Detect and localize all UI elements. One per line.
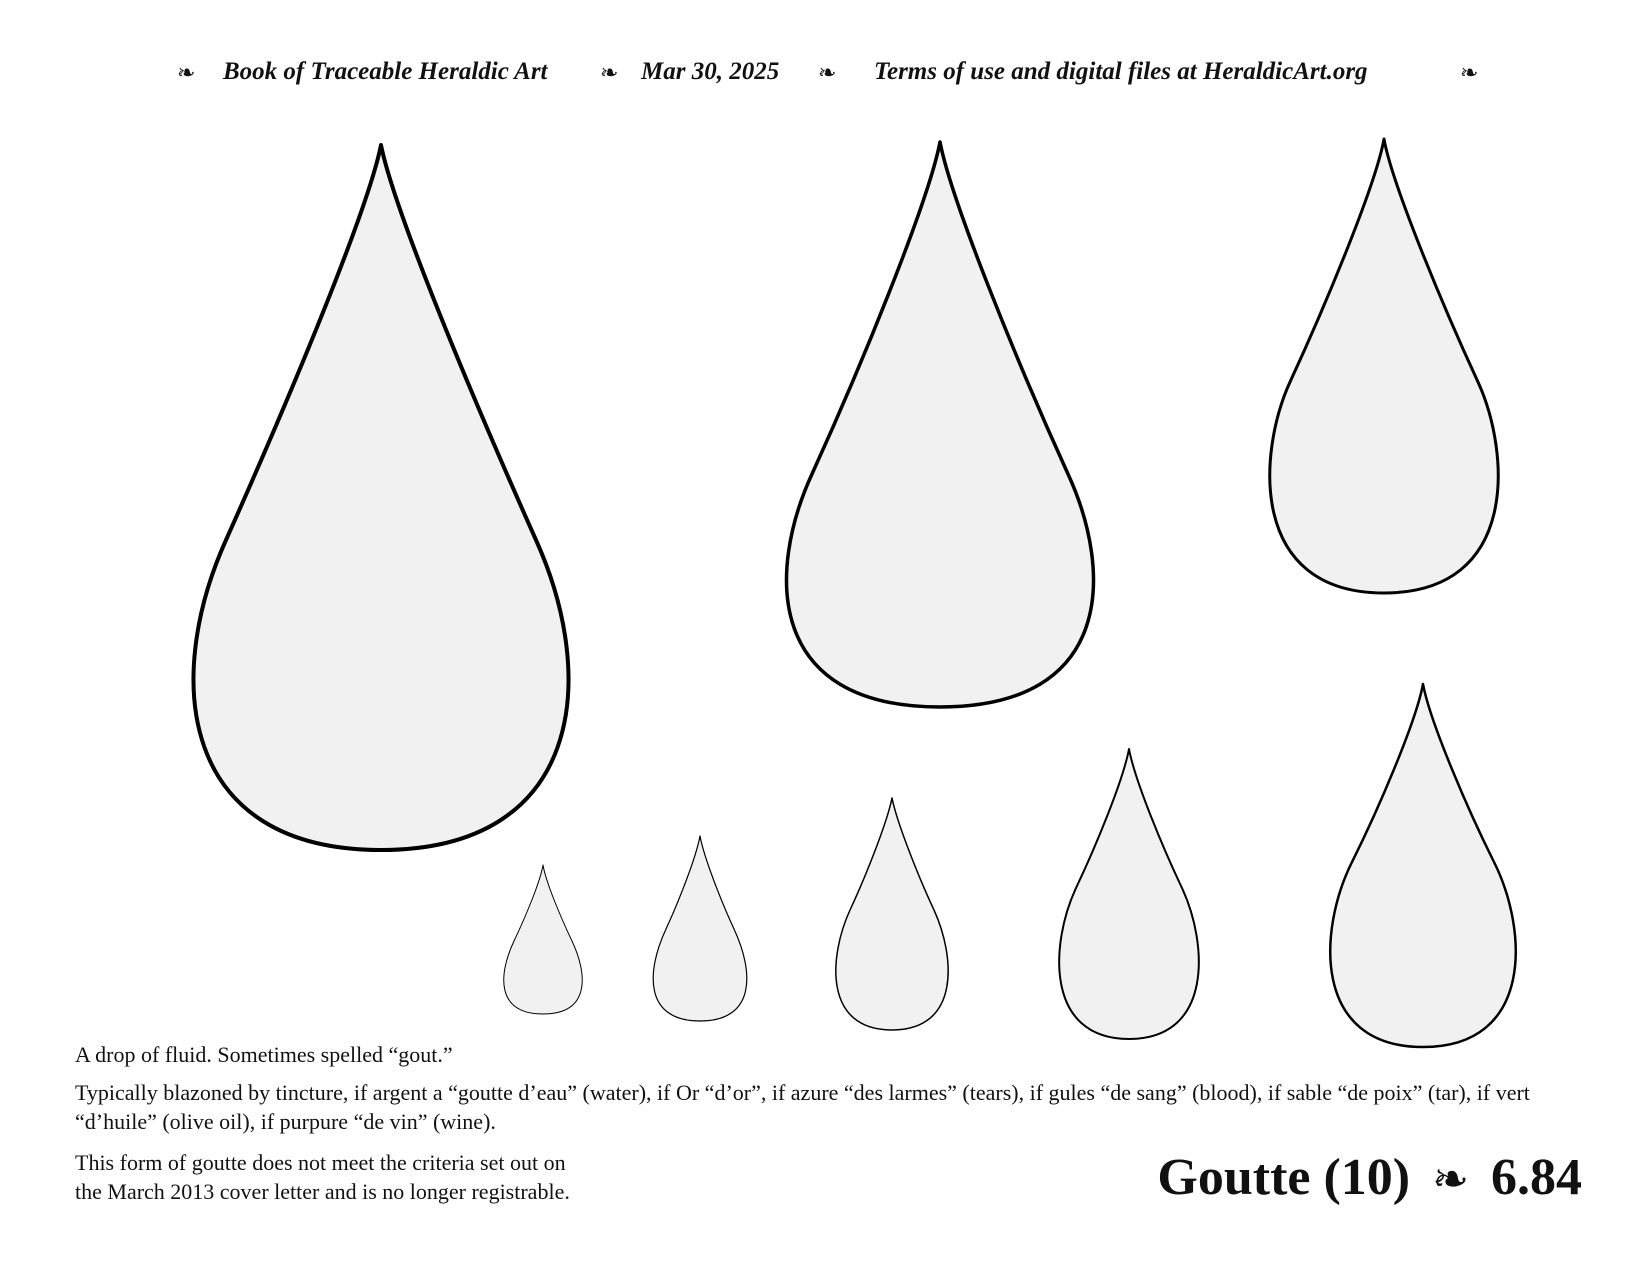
goutte-drop-2: [787, 142, 1094, 707]
goutte-drop-5: [1059, 749, 1199, 1039]
goutte-drop-4: [1330, 684, 1515, 1047]
ornament-icon: ❧: [177, 60, 196, 85]
goutte-drop-6: [836, 798, 948, 1030]
ornament-icon: ❧: [1432, 1155, 1469, 1204]
note-line: This form of goutte does not meet the criteria set out on: [75, 1150, 566, 1175]
goutte-drop-8: [504, 865, 583, 1014]
description-line: A drop of fluid. Sometimes spelled “gout.”: [75, 1042, 453, 1067]
registrability-note: [75, 1148, 695, 1206]
plate-number: 6.84: [1491, 1149, 1582, 1206]
charge-name: Goutte (10): [1157, 1149, 1411, 1206]
plate-title: [1157, 1148, 1582, 1207]
book-title: Book of Traceable Heraldic Art: [223, 58, 548, 85]
goutte-drop-1: [193, 145, 568, 850]
goutte-drop-3: [1270, 139, 1498, 593]
terms-link[interactable]: Terms of use and digital files at HeraldicArt.org: [874, 58, 1368, 85]
ornament-icon: ❧: [818, 60, 837, 85]
ornament-icon: ❧: [600, 60, 619, 85]
header-date: Mar 30, 2025: [641, 58, 780, 85]
goutte-large: [193, 145, 568, 850]
ornament-icon: ❧: [1460, 60, 1479, 85]
note-line: the March 2013 cover letter and is no longer registrable.: [75, 1179, 570, 1204]
description-blazon: Typically blazoned by tincture, if argent a “goutte d’eau” (water), if Or “d’or”, if azure “des larmes” (tears), if gules “de sang” (blood), if sable “de poix” (tar), if vert “d’huile” (olive oil), if purpure “de vin” (wine).: [75, 1080, 1530, 1134]
goutte-drop-7: [653, 836, 747, 1021]
